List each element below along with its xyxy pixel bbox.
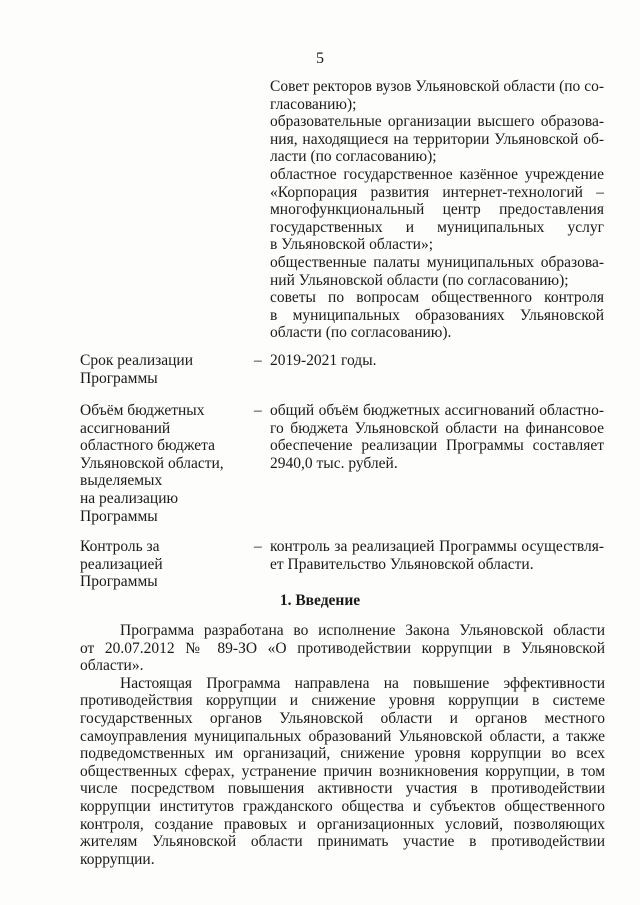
label-line: областного бюджета (80, 437, 215, 455)
passport-value (270, 352, 604, 370)
paragraph-line: контроля, создание правовых и организационных условий, позволяющих (80, 815, 605, 833)
paragraph-line: числе посредством повышения активности участия в противодействии (80, 780, 605, 798)
paragraph-line: подведомственных им организаций, снижение уровня коррупции во всех (80, 745, 605, 763)
text-line: гласованию); (270, 95, 357, 113)
value-line: 2940,0 тыс. рублей. (270, 454, 398, 472)
passport-value (270, 402, 604, 472)
text-line: ласти (по согласованию); (270, 148, 437, 166)
body-text (80, 622, 605, 868)
passport-dash: – (254, 538, 262, 555)
paragraph-line: области». (80, 657, 144, 675)
label-line: Программы (80, 507, 158, 525)
value-line: 2019-2021 годы. (270, 352, 377, 369)
text-line: советы по вопросам общественного контроля (270, 289, 604, 307)
text-line: общественные палаты муниципальных образова- (270, 253, 604, 271)
text-line: многофункциональный центр предоставления (270, 201, 604, 219)
passport-value (270, 538, 604, 573)
label-line: Срок реализации (80, 352, 193, 369)
passport-label (80, 538, 240, 591)
section-title: 1. Введение (279, 592, 361, 609)
paragraph-line: коррупции институтов гражданского общества и субъектов общественного (80, 797, 605, 815)
passport-dash: – (254, 402, 262, 419)
value-line: ет Правительство Ульяновской области. (270, 555, 534, 573)
passport-label (80, 352, 240, 387)
text-line: областное государственное казённое учреждение (270, 165, 604, 183)
label-line: на реализацию (80, 489, 179, 507)
label-line: Объём бюджетных (80, 402, 205, 419)
paragraph-line: коррупции. (80, 850, 155, 868)
label-line: Программы (80, 573, 158, 591)
passport-label (80, 402, 240, 525)
paragraph-line: противодействия коррупции и снижение уровня коррупции в системе (80, 692, 605, 710)
text-line: Совет ректоров вузов Ульяновской области (по со- (270, 78, 604, 95)
paragraph-line: общественных сферах, устранение причин возникновения коррупции, в том (80, 762, 605, 780)
text-line: ния, находящиеся на территории Ульяновской об- (270, 130, 604, 148)
passport-dash: – (254, 352, 262, 369)
text-line: области (по согласованию). (270, 324, 452, 342)
value-line: контроль за реализацией Программы осуществля- (270, 538, 604, 555)
text-line: в Ульяновской области»; (270, 236, 434, 254)
label-line: Контроль за (80, 538, 160, 555)
paragraph-line: самоуправления муниципальных образований Ульяновской области, а также (80, 727, 605, 745)
paragraph-line: Программа разработана во исполнение Закона Ульяновской области (120, 622, 605, 639)
text-line: «Корпорация развития интернет-технологий – (270, 183, 604, 201)
label-line: ассигнований (80, 419, 171, 437)
paragraph-line: от 20.07.2012 № 89-ЗО «О противодействии коррупции в Ульяновской (80, 639, 605, 657)
text-line: образовательные организации высшего образова- (270, 113, 604, 131)
text-line: государственных и муниципальных услуг (270, 218, 604, 236)
label-line: Ульяновской области, (80, 454, 224, 472)
page-number: 5 (316, 50, 324, 67)
participants-continued (270, 78, 604, 342)
paragraph-line: Настоящая Программа направлена на повышение эффективности (120, 674, 605, 692)
text-line: в муниципальных образованиях Ульяновской (270, 306, 604, 324)
value-line: го бюджета Ульяновской области на финансовое (270, 419, 604, 437)
label-line: Программы (80, 369, 158, 387)
paragraph-line: жителям Ульяновской области принимать участие в противодействии (80, 833, 605, 851)
label-line: выделяемых (80, 472, 163, 490)
paragraph-line: государственных органов Ульяновской области и органов местного (80, 709, 605, 727)
value-line: общий объём бюджетных ассигнований областно- (270, 402, 604, 419)
value-line: обеспечение реализации Программы составляет (270, 437, 604, 455)
label-line: реализацией (80, 555, 163, 573)
text-line: ний Ульяновской области (по согласованию); (270, 271, 569, 289)
